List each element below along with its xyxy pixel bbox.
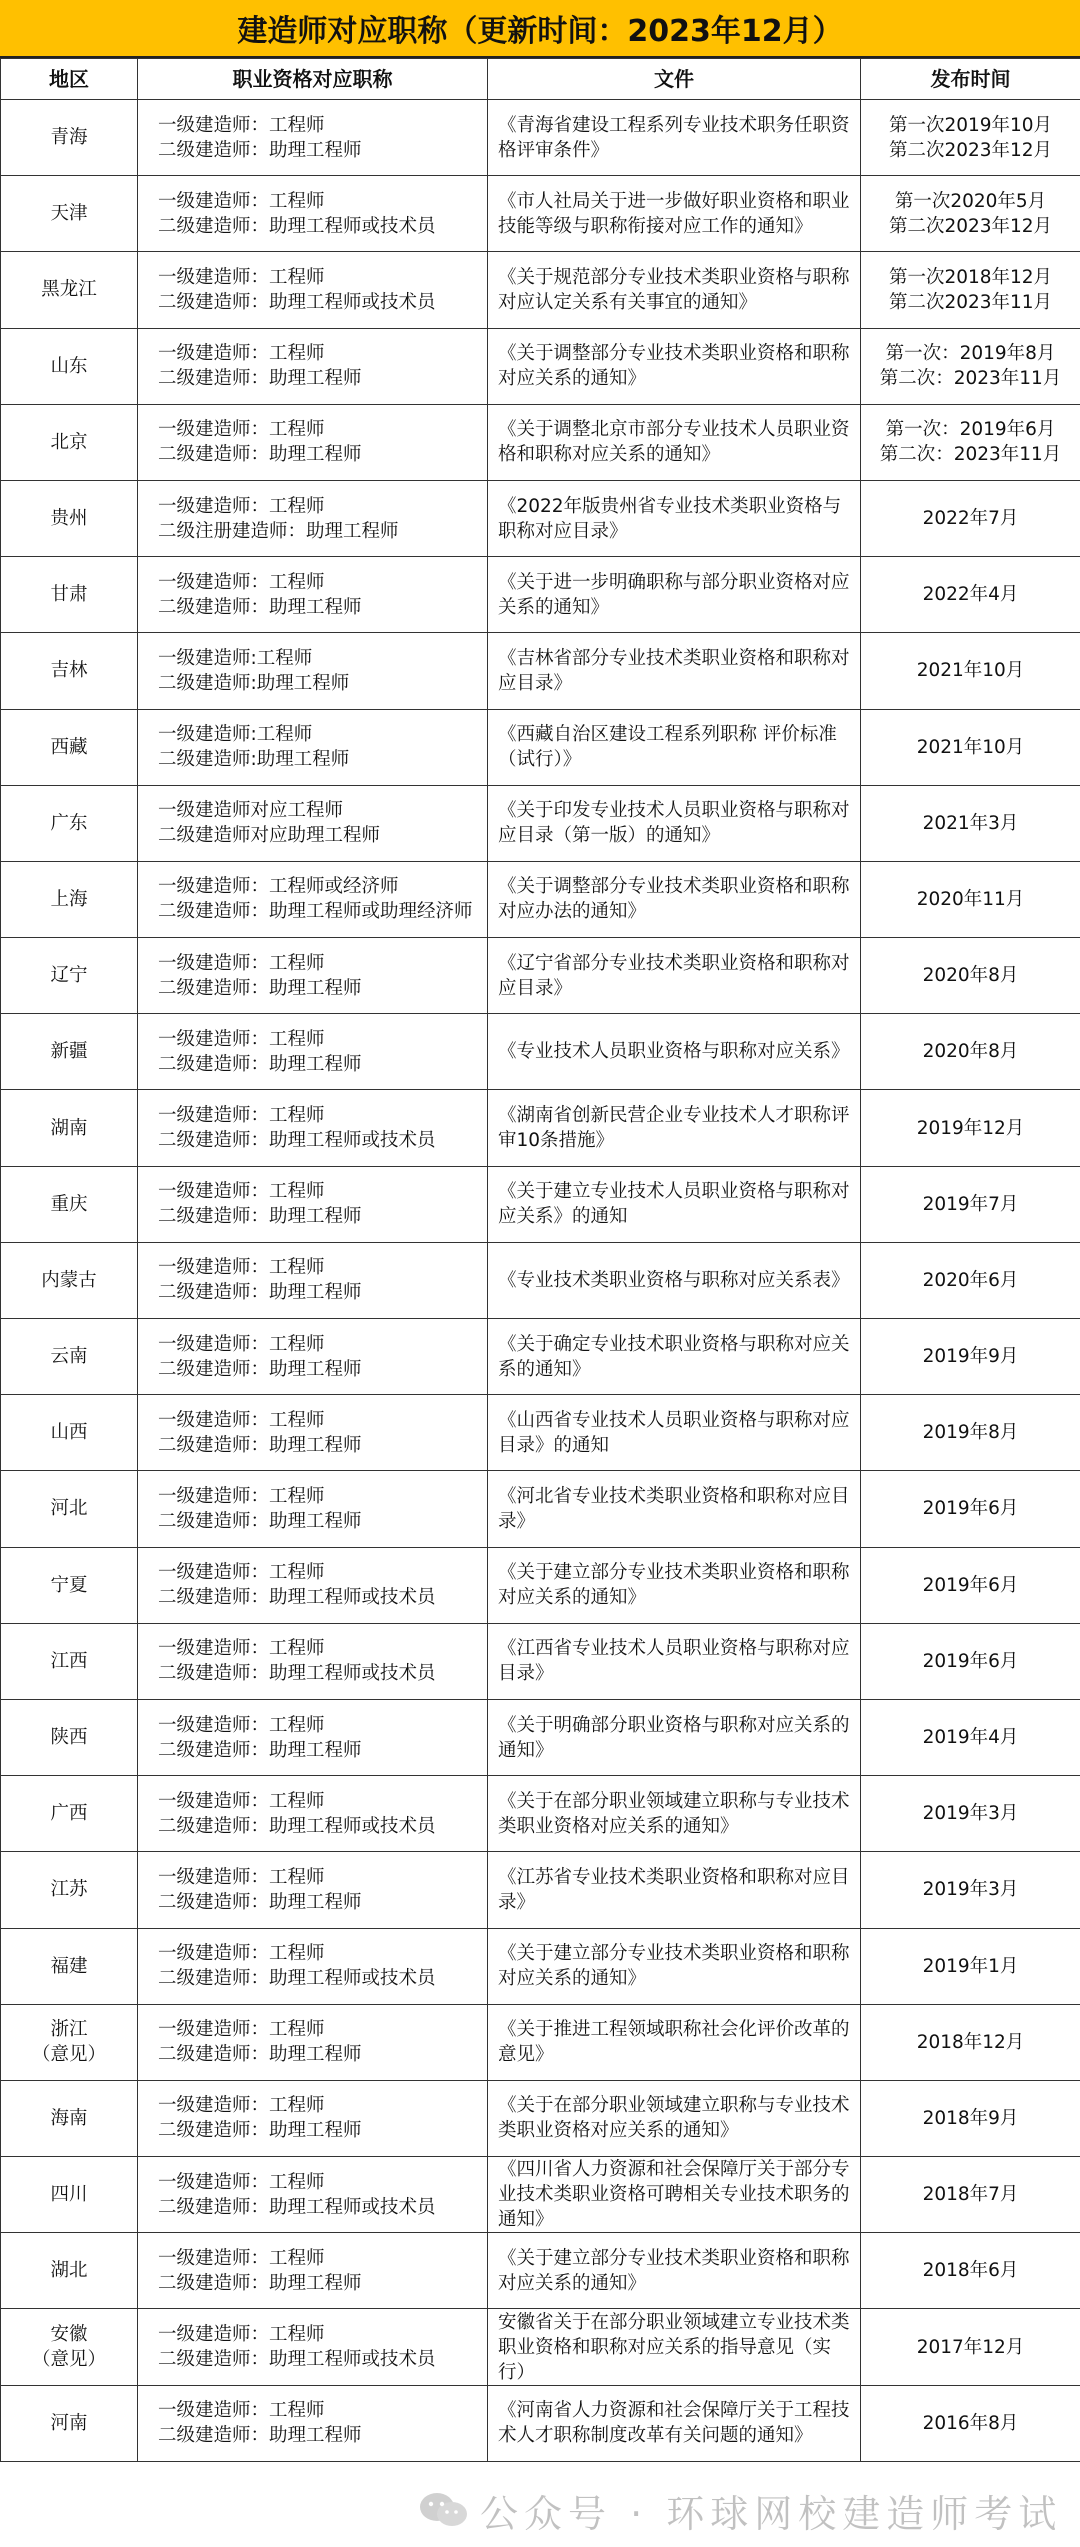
header-region: 地区 xyxy=(1,59,138,100)
table-row xyxy=(1,938,1080,1014)
doc-cell: 《吉林省部分专业技术类职业资格和职称对应目录》 xyxy=(488,633,861,709)
doc-cell: 《关于建立部分专业技术类职业资格和职称对应关系的通知》 xyxy=(488,1547,861,1623)
date-cell: 2019年6月 xyxy=(861,1471,1080,1547)
region-cell: 上海 xyxy=(1,861,138,937)
quals-level2: 二级建造师：助理工程师 xyxy=(158,1358,362,1380)
date-cell: 2020年8月 xyxy=(861,938,1080,1014)
table-row xyxy=(1,1928,1080,2004)
quals-level1: 一级建造师：工程师 xyxy=(158,1638,325,1660)
quals-level2: 二级建造师：助理工程师或技术员 xyxy=(158,2196,436,2218)
doc-cell: 《关于进一步明确职称与部分职业资格对应关系的通知》 xyxy=(488,557,861,633)
quals-level1: 一级建造师：工程师 xyxy=(158,495,325,517)
table-row xyxy=(1,1699,1080,1775)
table-row xyxy=(1,404,1080,480)
region-cell: 辽宁 xyxy=(1,938,138,1014)
doc-cell: 安徽省关于在部分职业领域建立专业技术类职业资格和职称对应关系的指导意见（实行） xyxy=(488,2309,861,2385)
doc-cell: 《四川省人力资源和社会保障厅关于部分专业技术类职业资格可聘相关专业技术职务的通知》 xyxy=(488,2157,861,2233)
table-row xyxy=(1,2233,1080,2309)
quals-level1: 一级建造师：工程师 xyxy=(158,1257,325,1279)
quals-level1: 一级建造师：工程师 xyxy=(158,1714,325,1736)
quals-level1: 一级建造师：工程师 xyxy=(158,2019,325,2041)
doc-cell: 《专业技术人员职业资格与职称对应关系》 xyxy=(488,1014,861,1090)
doc-cell: 《关于在部分职业领域建立职称与专业技术类职业资格对应关系的通知》 xyxy=(488,2080,861,2156)
date-cell: 2021年3月 xyxy=(861,785,1080,861)
quals-level2: 二级建造师：助理工程师 xyxy=(158,2120,362,2142)
quals-level1: 一级建造师：工程师 xyxy=(158,1105,325,1127)
doc-cell: 《江西省专业技术人员职业资格与职称对应目录》 xyxy=(488,1623,861,1699)
region-cell: 山西 xyxy=(1,1395,138,1471)
quals-cell xyxy=(138,2385,488,2461)
doc-cell: 《关于建立部分专业技术类职业资格和职称对应关系的通知》 xyxy=(488,1928,861,2004)
quals-cell xyxy=(138,2004,488,2080)
region-cell: 甘肃 xyxy=(1,557,138,633)
quals-level2: 二级建造师对应助理工程师 xyxy=(158,825,381,847)
table-row xyxy=(1,480,1080,556)
date-cell: 2019年3月 xyxy=(861,1852,1080,1928)
doc-cell: 《河北省专业技术类职业资格和职称对应目录》 xyxy=(488,1471,861,1547)
date-cell: 2019年8月 xyxy=(861,1395,1080,1471)
quals-cell xyxy=(138,2233,488,2309)
region-cell: 西藏 xyxy=(1,709,138,785)
table-row xyxy=(1,1776,1080,1852)
date-cell: 第一次：2019年8月 第二次：2023年11月 xyxy=(861,328,1080,404)
doc-cell: 《江苏省专业技术类职业资格和职称对应目录》 xyxy=(488,1852,861,1928)
quals-level1: 一级建造师：工程师 xyxy=(158,1333,325,1355)
quals-level2: 二级建造师：助理工程师 xyxy=(158,444,362,466)
quals-level2: 二级建造师：助理工程师或技术员 xyxy=(158,1587,436,1609)
date-cell: 2019年4月 xyxy=(861,1699,1080,1775)
table-row xyxy=(1,1242,1080,1318)
header-date: 发布时间 xyxy=(861,59,1080,100)
quals-level2: 二级建造师:助理工程师 xyxy=(158,672,350,694)
quals-level2: 二级建造师：助理工程师 xyxy=(158,1891,362,1913)
quals-cell xyxy=(138,861,488,937)
region-cell: 广东 xyxy=(1,785,138,861)
quals-level2: 二级建造师：助理工程师或技术员 xyxy=(158,1130,436,1152)
quals-level1: 一级建造师：工程师 xyxy=(158,190,325,212)
table-row xyxy=(1,1319,1080,1395)
date-cell: 2018年6月 xyxy=(861,2233,1080,2309)
table-row xyxy=(1,1014,1080,1090)
table-row xyxy=(1,633,1080,709)
region-cell: 湖北 xyxy=(1,2233,138,2309)
date-cell: 第一次2018年12月 第二次2023年11月 xyxy=(861,252,1080,328)
quals-level2: 二级建造师：助理工程师 xyxy=(158,1206,362,1228)
table-body xyxy=(1,100,1080,2462)
quals-level1: 一级建造师：工程师 xyxy=(158,2247,325,2269)
quals-level1: 一级建造师：工程师 xyxy=(158,2324,325,2346)
date-cell: 2022年4月 xyxy=(861,557,1080,633)
doc-cell: 《关于印发专业技术人员职业资格与职称对应目录（第一版）的通知》 xyxy=(488,785,861,861)
quals-level2: 二级建造师：助理工程师 xyxy=(158,2425,362,2447)
quals-cell xyxy=(138,1928,488,2004)
region-cell: 陕西 xyxy=(1,1699,138,1775)
table-row xyxy=(1,2309,1080,2385)
quals-cell xyxy=(138,1166,488,1242)
table-row xyxy=(1,2157,1080,2233)
wechat-icon xyxy=(418,2490,470,2530)
region-cell: 江西 xyxy=(1,1623,138,1699)
region-cell: 北京 xyxy=(1,404,138,480)
table-row xyxy=(1,2385,1080,2461)
quals-cell xyxy=(138,1776,488,1852)
table-row xyxy=(1,328,1080,404)
quals-level1: 一级建造师：工程师或经济师 xyxy=(158,876,399,898)
doc-cell: 《关于调整部分专业技术类职业资格和职称对应关系的通知》 xyxy=(488,328,861,404)
quals-cell xyxy=(138,557,488,633)
quals-level1: 一级建造师：工程师 xyxy=(158,1485,325,1507)
doc-cell: 《关于推进工程领域职称社会化评价改革的意见》 xyxy=(488,2004,861,2080)
quals-level1: 一级建造师:工程师 xyxy=(158,724,313,746)
table-row xyxy=(1,2080,1080,2156)
quals-level2: 二级建造师：助理工程师 xyxy=(158,977,362,999)
doc-cell: 《专业技术类职业资格与职称对应关系表》 xyxy=(488,1242,861,1318)
doc-cell: 《西藏自治区建设工程系列职称 评价标准（试行）》 xyxy=(488,709,861,785)
quals-level2: 二级建造师：助理工程师 xyxy=(158,2044,362,2066)
region-cell: 山东 xyxy=(1,328,138,404)
quals-cell xyxy=(138,2157,488,2233)
date-cell: 2019年6月 xyxy=(861,1547,1080,1623)
quals-level2: 二级建造师:助理工程师 xyxy=(158,749,350,771)
date-cell: 2018年7月 xyxy=(861,2157,1080,2233)
quals-cell xyxy=(138,1471,488,1547)
table-row xyxy=(1,1395,1080,1471)
date-cell: 2019年7月 xyxy=(861,1166,1080,1242)
quals-level2: 二级建造师：助理工程师 xyxy=(158,1510,362,1532)
quals-cell xyxy=(138,1623,488,1699)
table-row xyxy=(1,557,1080,633)
doc-cell: 《关于调整北京市部分专业技术人员职业资格和职称对应关系的通知》 xyxy=(488,404,861,480)
doc-cell: 《青海省建设工程系列专业技术职务任职资格评审条件》 xyxy=(488,100,861,176)
doc-cell: 《辽宁省部分专业技术类职业资格和职称对应目录》 xyxy=(488,938,861,1014)
table-row xyxy=(1,861,1080,937)
date-cell: 第一次2020年5月 第二次2023年12月 xyxy=(861,176,1080,252)
quals-level1: 一级建造师：工程师 xyxy=(158,1562,325,1584)
date-cell: 2019年6月 xyxy=(861,1623,1080,1699)
doc-cell: 《关于建立专业技术人员职业资格与职称对应关系》的通知 xyxy=(488,1166,861,1242)
quals-cell xyxy=(138,404,488,480)
date-cell: 2021年10月 xyxy=(861,633,1080,709)
doc-cell: 《关于确定专业技术职业资格与职称对应关系的通知》 xyxy=(488,1319,861,1395)
date-cell: 2019年1月 xyxy=(861,1928,1080,2004)
header-quals: 职业资格对应职称 xyxy=(138,59,488,100)
region-cell: 江苏 xyxy=(1,1852,138,1928)
quals-level1: 一级建造师：工程师 xyxy=(158,2095,325,2117)
quals-level2: 二级建造师：助理工程师或技术员 xyxy=(158,2349,436,2371)
date-cell: 2020年11月 xyxy=(861,861,1080,937)
quals-cell xyxy=(138,938,488,1014)
page-title: 建造师对应职称（更新时间：2023年12月） xyxy=(237,14,843,49)
quals-level2: 二级建造师：助理工程师或技术员 xyxy=(158,1815,436,1837)
quals-level1: 一级建造师：工程师 xyxy=(158,1866,325,1888)
doc-cell: 《市人社局关于进一步做好职业资格和职业技能等级与职称衔接对应工作的通知》 xyxy=(488,176,861,252)
region-cell: 河南 xyxy=(1,2385,138,2461)
date-cell: 2021年10月 xyxy=(861,709,1080,785)
quals-level1: 一级建造师：工程师 xyxy=(158,1790,325,1812)
quals-cell xyxy=(138,328,488,404)
quals-level1: 一级建造师：工程师 xyxy=(158,114,325,136)
doc-cell: 《关于建立部分专业技术类职业资格和职称对应关系的通知》 xyxy=(488,2233,861,2309)
date-cell: 2017年12月 xyxy=(861,2309,1080,2385)
quals-level1: 一级建造师：工程师 xyxy=(158,571,325,593)
qualification-table xyxy=(0,58,1080,2462)
date-cell: 2019年3月 xyxy=(861,1776,1080,1852)
region-cell: 四川 xyxy=(1,2157,138,2233)
doc-cell: 《关于明确部分职业资格与职称对应关系的通知》 xyxy=(488,1699,861,1775)
date-cell: 2019年9月 xyxy=(861,1319,1080,1395)
table-row xyxy=(1,1852,1080,1928)
region-cell: 广西 xyxy=(1,1776,138,1852)
quals-level2: 二级建造师：助理工程师 xyxy=(158,596,362,618)
doc-cell: 《河南省人力资源和社会保障厅关于工程技术人才职称制度改革有关问题的通知》 xyxy=(488,2385,861,2461)
date-cell: 2020年6月 xyxy=(861,1242,1080,1318)
quals-level2: 二级建造师：助理工程师 xyxy=(158,139,362,161)
region-cell: 贵州 xyxy=(1,480,138,556)
quals-level1: 一级建造师对应工程师 xyxy=(158,800,344,822)
region-cell: 重庆 xyxy=(1,1166,138,1242)
quals-level2: 二级建造师：助理工程师 xyxy=(158,368,362,390)
quals-cell xyxy=(138,1242,488,1318)
quals-cell xyxy=(138,100,488,176)
quals-cell xyxy=(138,252,488,328)
quals-cell xyxy=(138,1090,488,1166)
quals-level2: 二级建造师：助理工程师或技术员 xyxy=(158,215,436,237)
region-cell: 浙江 （意见） xyxy=(1,2004,138,2080)
region-cell: 吉林 xyxy=(1,633,138,709)
quals-cell xyxy=(138,1852,488,1928)
quals-level1: 一级建造师：工程师 xyxy=(158,343,325,365)
table-row xyxy=(1,1471,1080,1547)
quals-cell xyxy=(138,785,488,861)
date-cell: 2022年7月 xyxy=(861,480,1080,556)
date-cell: 第一次2019年10月 第二次2023年12月 xyxy=(861,100,1080,176)
quals-level2: 二级建造师：助理工程师 xyxy=(158,1282,362,1304)
quals-level1: 一级建造师：工程师 xyxy=(158,952,325,974)
doc-cell: 《山西省专业技术人员职业资格与职称对应目录》的通知 xyxy=(488,1395,861,1471)
region-cell: 安徽 （意见） xyxy=(1,2309,138,2385)
quals-level1: 一级建造师：工程师 xyxy=(158,2400,325,2422)
table-row xyxy=(1,100,1080,176)
quals-level1: 一级建造师：工程师 xyxy=(158,419,325,441)
region-cell: 湖南 xyxy=(1,1090,138,1166)
watermark-text: 公众号 · 环球网校建造师考试 xyxy=(480,2491,1063,2536)
region-cell: 云南 xyxy=(1,1319,138,1395)
table-row xyxy=(1,1166,1080,1242)
quals-level2: 二级建造师：助理工程师 xyxy=(158,1739,362,1761)
region-cell: 天津 xyxy=(1,176,138,252)
table-row xyxy=(1,1623,1080,1699)
quals-level2: 二级建造师：助理工程师 xyxy=(158,1434,362,1456)
quals-cell xyxy=(138,709,488,785)
quals-cell xyxy=(138,2080,488,2156)
quals-level2: 二级建造师：助理工程师或技术员 xyxy=(158,291,436,313)
quals-level2: 二级建造师：助理工程师 xyxy=(158,1053,362,1075)
date-cell: 2020年8月 xyxy=(861,1014,1080,1090)
table-row xyxy=(1,176,1080,252)
quals-level2: 二级建造师：助理工程师 xyxy=(158,2272,362,2294)
quals-level2: 二级建造师：助理工程师或技术员 xyxy=(158,1663,436,1685)
region-cell: 福建 xyxy=(1,1928,138,2004)
region-cell: 内蒙古 xyxy=(1,1242,138,1318)
quals-cell xyxy=(138,480,488,556)
quals-level2: 二级建造师：助理工程师或技术员 xyxy=(158,1968,436,1990)
doc-cell: 《2022年版贵州省专业技术类职业资格与职称对应目录》 xyxy=(488,480,861,556)
doc-cell: 《关于调整部分专业技术类职业资格和职称对应办法的通知》 xyxy=(488,861,861,937)
region-cell: 黑龙江 xyxy=(1,252,138,328)
table-header-row xyxy=(1,59,1080,100)
quals-level1: 一级建造师：工程师 xyxy=(158,1409,325,1431)
date-cell: 2019年12月 xyxy=(861,1090,1080,1166)
quals-level2: 二级建造师：助理工程师或助理经济师 xyxy=(158,901,473,923)
table-row xyxy=(1,252,1080,328)
doc-cell: 《湖南省创新民营企业专业技术人才职称评审10条措施》 xyxy=(488,1090,861,1166)
quals-cell xyxy=(138,1014,488,1090)
table-row xyxy=(1,2004,1080,2080)
quals-cell xyxy=(138,176,488,252)
quals-cell xyxy=(138,633,488,709)
header-doc: 文件 xyxy=(488,59,861,100)
table-row xyxy=(1,1547,1080,1623)
table-row xyxy=(1,785,1080,861)
date-cell: 2016年8月 xyxy=(861,2385,1080,2461)
region-cell: 新疆 xyxy=(1,1014,138,1090)
date-cell: 2018年9月 xyxy=(861,2080,1080,2156)
quals-level1: 一级建造师：工程师 xyxy=(158,266,325,288)
region-cell: 青海 xyxy=(1,100,138,176)
table-row xyxy=(1,1090,1080,1166)
quals-cell xyxy=(138,1547,488,1623)
quals-level2: 二级注册建造师：助理工程师 xyxy=(158,520,399,542)
region-cell: 海南 xyxy=(1,2080,138,2156)
table-row xyxy=(1,709,1080,785)
quals-level1: 一级建造师：工程师 xyxy=(158,1943,325,1965)
quals-cell xyxy=(138,2309,488,2385)
region-cell: 河北 xyxy=(1,1471,138,1547)
doc-cell: 《关于在部分职业领域建立职称与专业技术类职业资格对应关系的通知》 xyxy=(488,1776,861,1852)
quals-cell xyxy=(138,1395,488,1471)
watermark xyxy=(418,2480,1078,2540)
region-cell: 宁夏 xyxy=(1,1547,138,1623)
date-cell: 2018年12月 xyxy=(861,2004,1080,2080)
quals-cell xyxy=(138,1319,488,1395)
quals-level1: 一级建造师：工程师 xyxy=(158,1028,325,1050)
quals-level1: 一级建造师:工程师 xyxy=(158,647,313,669)
quals-level1: 一级建造师：工程师 xyxy=(158,1181,325,1203)
doc-cell: 《关于规范部分专业技术类职业资格与职称对应认定关系有关事宜的通知》 xyxy=(488,252,861,328)
date-cell: 第一次：2019年6月 第二次：2023年11月 xyxy=(861,404,1080,480)
quals-cell xyxy=(138,1699,488,1775)
quals-level1: 一级建造师：工程师 xyxy=(158,2171,325,2193)
title-bar xyxy=(0,0,1080,58)
